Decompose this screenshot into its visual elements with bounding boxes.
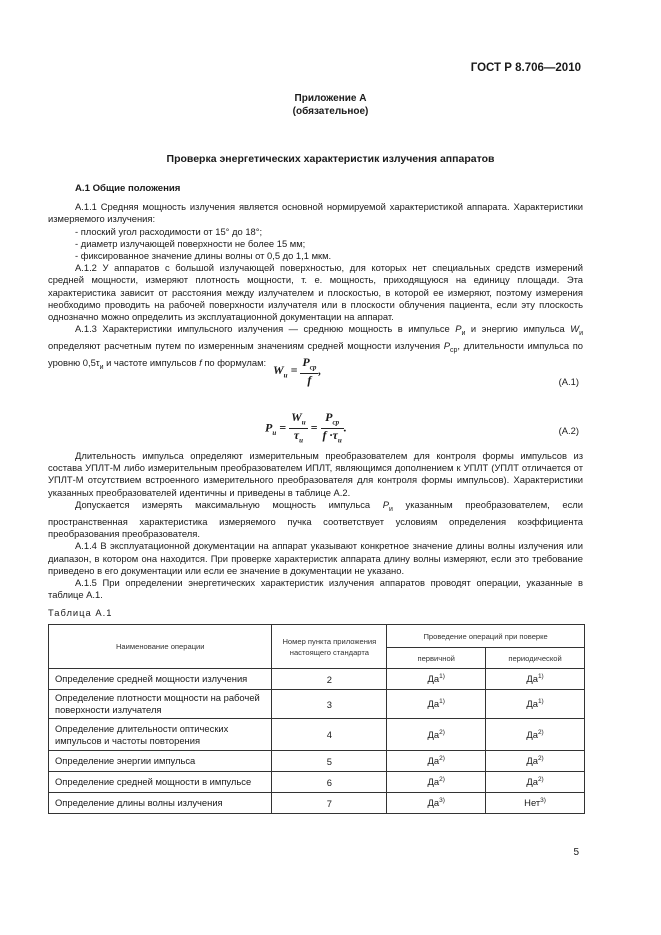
paragraph-a14: А.1.4 В эксплуатационной документации на аппарат указывают конкретное значение длины волны излучения или диапазон, в котором она находится. При проверке характеристик аппарата длину волны измеряют, если это требование приведено в его документации или если ее значение в документации не указано. — [48, 540, 583, 576]
paragraph-max-power: Допускается измерять максимальную мощность импульса $P_и$ указанным преобразователем, если пространственная характеристика измеряемого пучка соответствует условиям определения коэффициента преобразования преобразователя. — [48, 498, 583, 540]
appendix-status: (обязательное) — [292, 106, 369, 117]
table-row: Определение плотности мощности на рабочей поверхности излучателя 3 $Да^{1)}$ $Да^{1)}$ — [49, 690, 585, 719]
header-periodic: периодической — [486, 648, 585, 669]
subsection-heading: А.1 Общие положения — [75, 183, 181, 194]
formula-number: (А.2) — [558, 425, 579, 436]
header-check: Проведение операций при поверке — [387, 625, 585, 648]
formula-a2: $P_и$ = $\frac{W_и}{\tau_и}$ = $\frac{P_{ср}}{f \cdot\tau_и}$ . — [265, 410, 347, 445]
table-header-row — [49, 625, 585, 648]
page-number: 5 — [573, 847, 579, 858]
paragraph-a12: А.1.2 У аппаратов с большой излучающей поверхностью, для которых нет специальных средств измерений средней мощности, измеряют плотность мощности, т. е. мощность, приходящуюся на единицу площади. Эта характеристика зависит от расстояния между излучателем и плоскостью, в которой ее измеряют, поэтому измерения необходимо проводить на рабочей поверхности излучателя или в плоскости облучения пациента, если эту плоскость однозначно можно определить из эксплуатационной документации на аппарат. — [48, 262, 583, 323]
paragraph-a15: А.1.5 При определении энергетических характеристик излучения аппаратов проводят операции, указанные в таблице А.1. — [48, 576, 583, 601]
formula-number: (А.1) — [558, 376, 579, 387]
table-row: Определение энергии импульса 5 $Да^{2)}$ $Да^{2)}$ — [49, 751, 585, 772]
header-primary: первичной — [387, 648, 486, 669]
operations-table — [48, 624, 585, 814]
section-title: Проверка энергетических характеристик излучения аппаратов — [166, 153, 495, 165]
header-clause: Номер пункта приложения настоящего стандарта — [272, 625, 387, 669]
formula-a1: $W_и$ = $\frac{P_{ср}}{f}$ , — [273, 355, 322, 388]
text-block-2 — [48, 450, 583, 601]
list-item: - плоский угол расходимости от 15° до 18°; — [75, 225, 263, 237]
appendix-heading — [0, 92, 661, 118]
header-operation: Наименование операции — [49, 625, 272, 669]
list-item: - фиксированное значение длины волны от 0,5 до 1,1 мкм. — [75, 250, 332, 262]
list-item: - диаметр излучающей поверхности не более 15 мм; — [75, 237, 306, 249]
table-caption: Таблица А.1 — [48, 607, 113, 618]
paragraph-a13: А.1.3 Характеристики импульсного излучения — среднюю мощность в импульсе $P_и$ и энергию импульса $W_и$ определяют расчетным путем по измеренным значениям средней мощности излучения $P_{ср}$, длительности импульса по уровню $0,5\tau_и$ и частоте импульсов f по формулам: — [48, 323, 583, 372]
table-row: Определение длительности оптических импульсов и частоты повторения 4 $Да^{2)}$ $Да^{2)}$ — [49, 719, 585, 751]
table-row: Определение средней мощности в импульсе 6 $Да^{2)}$ $Да^{2)}$ — [49, 772, 585, 793]
appendix-title: Приложение А — [294, 93, 367, 104]
table-row: Определение длины волны излучения 7 $Да^{3)}$ Нет$^{3)}$ — [49, 793, 585, 814]
paragraph-duration: Длительность импульса определяют измерительным преобразователем для контроля формы импульсов из состава УПЛТ-М либо измерительным преобразователем ИПЛТ, являющимся дополнением к УПЛТ (УПЛТ отличается от УПЛТ-М отсутствием встроенного измерительного преобразователя для контроля формы импульсов). Характеристики указанных преобразователей идентичны и приведены в таблице А.2. — [48, 450, 583, 498]
paragraph-a11: А.1.1 Средняя мощность излучения является основной нормируемой характеристикой аппарата. Характеристики измеряемого излучения: — [48, 201, 583, 225]
text-block-1 — [48, 183, 583, 374]
table-row: Определение средней мощности излучения 2 $Да^{1)}$ $Да^{1)}$ — [49, 669, 585, 690]
standard-code: ГОСТ Р 8.706—2010 — [470, 62, 581, 74]
